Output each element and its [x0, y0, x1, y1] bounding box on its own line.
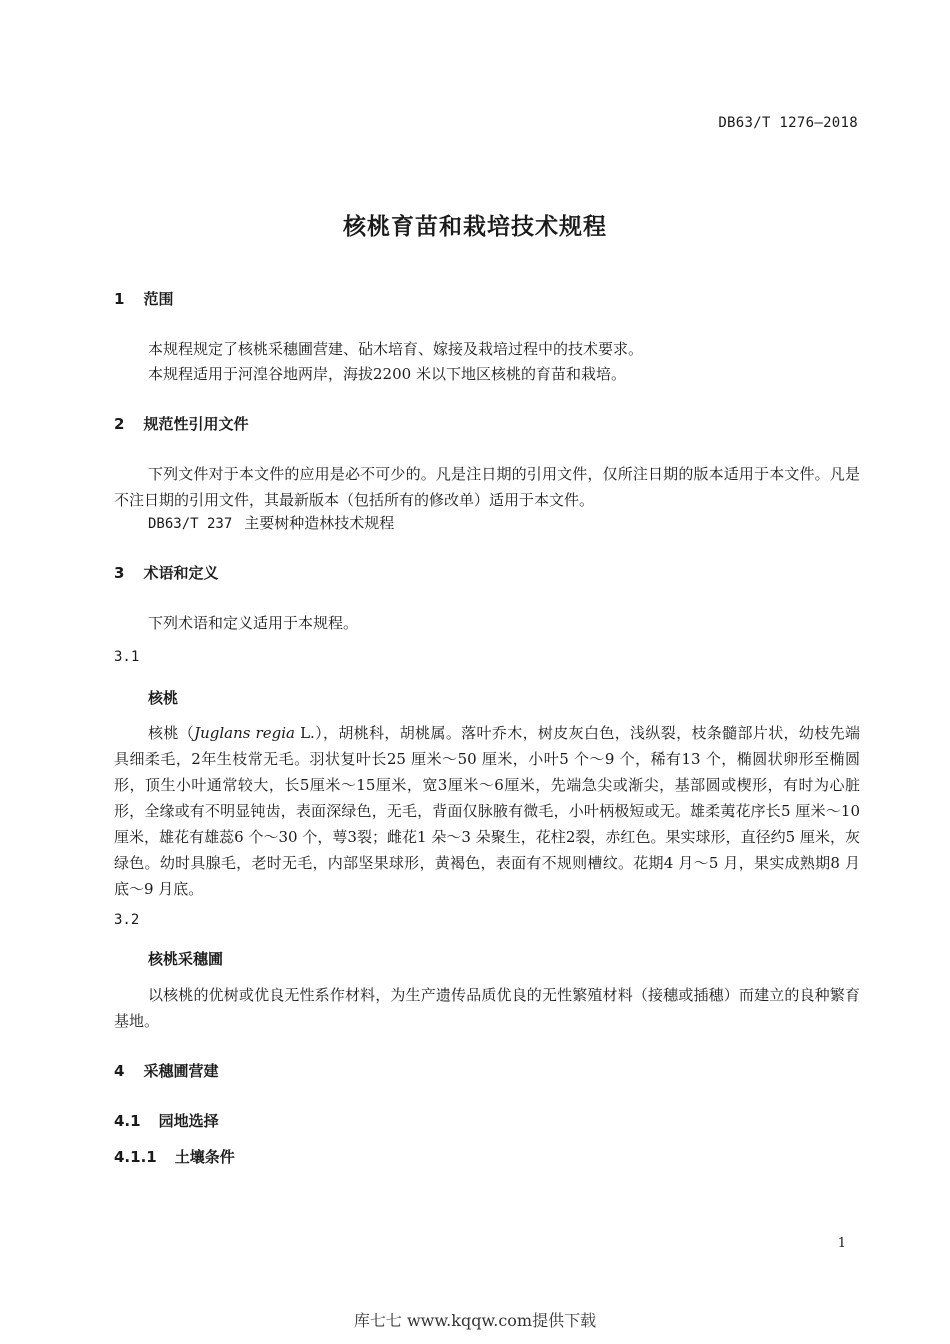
section-1-paragraph-2: 本规程适用于河湟谷地两岸，海拔2200 米以下地区核桃的育苗和栽培。 — [148, 365, 626, 383]
term-3-1-number: 3.1 — [114, 649, 140, 665]
section-1-heading — [114, 288, 173, 309]
definition-prefix: 核桃（ — [148, 724, 195, 742]
subsection-title: 园地选择 — [158, 1112, 219, 1130]
subsection-number: 4.1 — [114, 1112, 141, 1130]
section-3-paragraph-1: 下列术语和定义适用于本规程。 — [148, 614, 359, 632]
latin-name: Juglans regia — [194, 724, 295, 742]
term-3-2-name: 核桃采穗圃 — [148, 950, 224, 968]
section-title: 范围 — [143, 290, 174, 308]
section-2-heading — [114, 413, 248, 434]
reference-title: 主要树种造林技术规程 — [244, 514, 395, 532]
reference-code: DB63/T 237 — [148, 516, 233, 532]
section-number: 2 — [114, 415, 125, 433]
section-3-heading — [114, 562, 218, 583]
page-number: 1 — [837, 1236, 846, 1251]
standard-code: DB63/T 1276—2018 — [718, 115, 858, 131]
section-title: 规范性引用文件 — [143, 415, 249, 433]
download-footer: 库七七 www.kqqw.com提供下载 — [353, 1311, 597, 1330]
subsection-number: 4.1.1 — [114, 1148, 157, 1166]
term-3-1-name: 核桃 — [148, 689, 179, 707]
section-number: 4 — [114, 1062, 125, 1080]
document-title: 核桃育苗和栽培技术规程 — [343, 214, 607, 240]
definition-body: L.），胡桃科，胡桃属。落叶乔木，树皮灰白色，浅纵裂，枝条髓部片状，幼枝先端具细柔毛，2年生枝常无毛。羽状复叶长25 厘米～50 厘米，小叶5 个～9 个，稀有13 个，椭圆状卵形至椭圆形，顶生小叶通常较大，长5厘米～15厘米，宽3厘米～6厘米，先端急尖或渐尖，基部圆或楔形，有时为心脏形，全缘或有不明显钝齿，表面深绿色，无毛，背面仅脉腋有微毛，小叶柄极短或无。雄柔荑花序长5 厘米～10 厘米，雄花有雄蕊6 个～30 个，萼3裂；雌花1 朵～3 朵聚生，花柱2裂，赤红色。果实球形，直径约5 厘米，灰绿色。幼时具腺毛，老时无毛，内部坚果球形，黄褐色，表面有不规则槽纹。花期4 月～5 月，果实成熟期8 月底～9 月底。 — [114, 724, 860, 898]
section-4-heading — [114, 1060, 218, 1081]
section-title: 术语和定义 — [143, 564, 219, 582]
section-1-paragraph-1: 本规程规定了核桃采穗圃营建、砧木培育、嫁接及栽培过程中的技术要求。 — [148, 340, 644, 358]
section-title: 采穗圃营建 — [143, 1062, 219, 1080]
section-2-paragraph-1: 下列文件对于本文件的应用是必不可少的。凡是注日期的引用文件，仅所注日期的版本适用于本文件。凡是不注日期的引用文件，其最新版本（包括所有的修改单）适用于本文件。 — [114, 465, 860, 509]
subsection-4-1-1-heading — [114, 1146, 235, 1167]
section-number: 3 — [114, 564, 125, 582]
term-3-2-number: 3.2 — [114, 912, 140, 928]
term-3-1-definition — [114, 720, 860, 902]
section-number: 1 — [114, 290, 125, 308]
subsection-title: 土壤条件 — [174, 1148, 235, 1166]
term-3-2-definition: 以核桃的优树或优良无性系作材料，为生产遗传品质优良的无性繁殖材料（接穗或插穗）而建立的良种繁育基地。 — [114, 986, 860, 1030]
normative-reference — [148, 512, 394, 533]
subsection-4-1-heading — [114, 1110, 219, 1131]
